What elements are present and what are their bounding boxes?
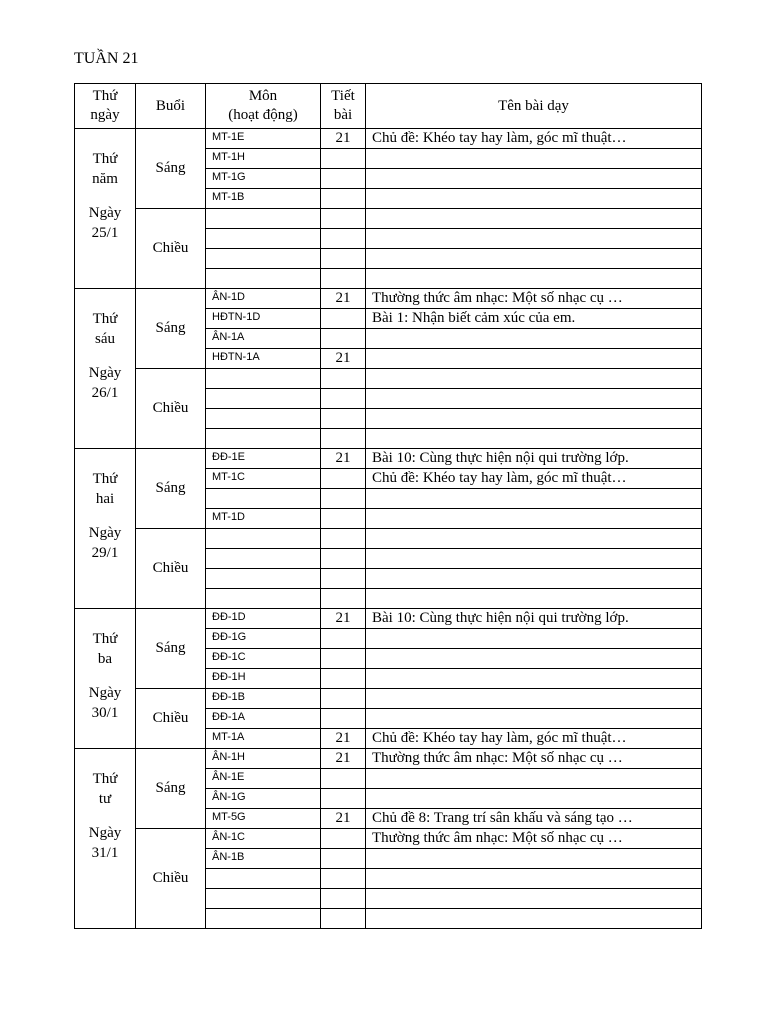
lesson-title-cell [366,849,702,869]
subject-cell: ĐĐ-1B [206,689,321,709]
lesson-number-cell: 21 [321,349,366,369]
lesson-title-cell [366,349,702,369]
lesson-title-cell: Chủ đề: Khéo tay hay làm, góc mĩ thuật… [366,469,702,489]
date-value: 31/1 [91,845,119,861]
subject-cell [206,269,321,289]
lesson-number-cell [321,189,366,209]
session-cell: Chiều [136,209,206,289]
subject-cell: MT-1A [206,729,321,749]
lesson-title-cell [366,909,702,929]
subject-cell: MT-1E [206,129,321,149]
subject-cell: ÂN-1C [206,829,321,849]
session-cell: Chiều [136,529,206,609]
lesson-title-cell [366,369,702,389]
subject-cell: MT-1C [206,469,321,489]
table-row [75,209,702,229]
lesson-number-cell [321,229,366,249]
table-row [75,289,702,309]
subject-cell: MT-1G [206,169,321,189]
lesson-number-cell [321,829,366,849]
subject-cell: ĐĐ-1E [206,449,321,469]
lesson-number-cell [321,529,366,549]
header-row [75,84,702,129]
lesson-title-cell: Bài 1: Nhận biết cảm xúc của em. [366,309,702,329]
header-ten-bai: Tên bài dạy [366,84,702,129]
table-row [75,369,702,389]
subject-cell [206,589,321,609]
lesson-number-cell [321,849,366,869]
schedule-table [74,83,702,929]
lesson-title-cell [366,689,702,709]
subject-cell: ĐĐ-1D [206,609,321,629]
subject-cell [206,429,321,449]
subject-cell: ÂN-1E [206,769,321,789]
lesson-number-cell [321,469,366,489]
day-cell [75,609,136,749]
session-cell: Sáng [136,449,206,529]
schedule-body [75,129,702,929]
lesson-number-cell [321,709,366,729]
lesson-number-cell [321,429,366,449]
date-label: Ngày [88,685,122,701]
lesson-title-cell [366,249,702,269]
day-name: tư [98,791,112,807]
lesson-number-cell: 21 [321,729,366,749]
lesson-title-cell [366,709,702,729]
lesson-number-cell [321,489,366,509]
lesson-title-cell [366,429,702,449]
lesson-number-cell [321,769,366,789]
lesson-title-cell [366,509,702,529]
lesson-title-cell: Bài 10: Cùng thực hiện nội qui trường lớp. [366,449,702,469]
day-name: Thứ [92,471,118,487]
lesson-number-cell [321,689,366,709]
lesson-title-cell [366,549,702,569]
lesson-number-cell: 21 [321,749,366,769]
date-label: Ngày [88,365,122,381]
session-cell: Sáng [136,749,206,829]
date-label: Ngày [88,825,122,841]
lesson-title-cell [366,769,702,789]
lesson-title-cell: Chủ đề: Khéo tay hay làm, góc mĩ thuật… [366,729,702,749]
lesson-title-cell [366,149,702,169]
lesson-title-cell [366,789,702,809]
lesson-title-cell: Thường thức âm nhạc: Một số nhạc cụ … [366,829,702,849]
page-title: TUẦN 21 [74,50,139,67]
lesson-number-cell [321,509,366,529]
lesson-title-cell [366,209,702,229]
lesson-title-cell [366,569,702,589]
day-name: Thứ [92,311,118,327]
date-label: Ngày [88,525,122,541]
day-cell [75,289,136,449]
subject-cell: ĐĐ-1G [206,629,321,649]
date-value: 30/1 [91,705,119,721]
day-cell [75,449,136,609]
lesson-number-cell [321,149,366,169]
session-cell: Sáng [136,289,206,369]
lesson-number-cell [321,309,366,329]
spacer [75,509,135,523]
session-cell: Chiều [136,369,206,449]
subject-cell: MT-1D [206,509,321,529]
spacer [75,189,135,203]
session-cell: Chiều [136,689,206,749]
lesson-title-cell [366,389,702,409]
lesson-number-cell [321,869,366,889]
date-value: 29/1 [91,545,119,561]
subject-cell: MT-5G [206,809,321,829]
lesson-number-cell [321,389,366,409]
lesson-title-cell [366,629,702,649]
lesson-title-cell [366,269,702,289]
lesson-title-cell: Chủ đề: Khéo tay hay làm, góc mĩ thuật… [366,129,702,149]
subject-cell: HĐTN-1A [206,349,321,369]
lesson-number-cell [321,209,366,229]
lesson-number-cell: 21 [321,449,366,469]
table-row [75,449,702,469]
day-name: hai [95,491,115,507]
subject-cell [206,549,321,569]
subject-cell: ÂN-1B [206,849,321,869]
day-name: sáu [95,331,115,347]
lesson-number-cell [321,569,366,589]
subject-cell [206,529,321,549]
lesson-title-cell: Bài 10: Cùng thực hiện nội qui trường lớp. [366,609,702,629]
subject-cell [206,249,321,269]
table-row [75,749,702,769]
lesson-number-cell [321,249,366,269]
date-value: 26/1 [91,385,119,401]
lesson-number-cell [321,269,366,289]
date-label: Ngày [88,205,122,221]
lesson-title-cell [366,889,702,909]
header-thu-ngay: Thứ ngày [75,84,136,129]
lesson-title-cell [366,529,702,549]
table-row [75,829,702,849]
day-name: Thứ [92,771,118,787]
lesson-number-cell [321,549,366,569]
lesson-number-cell [321,649,366,669]
subject-cell: HĐTN-1D [206,309,321,329]
subject-cell [206,489,321,509]
subject-cell [206,389,321,409]
lesson-number-cell [321,169,366,189]
subject-cell: MT-1H [206,149,321,169]
lesson-title-cell [366,649,702,669]
day-name: Thứ [92,631,118,647]
lesson-number-cell [321,369,366,389]
subject-cell [206,869,321,889]
lesson-title-cell [366,329,702,349]
subject-cell [206,209,321,229]
date-value: 25/1 [91,225,119,241]
subject-cell: ĐĐ-1C [206,649,321,669]
subject-cell: ĐĐ-1H [206,669,321,689]
table-row [75,129,702,149]
day-name: ba [97,651,113,667]
day-name: năm [92,171,118,187]
table-row [75,689,702,709]
lesson-number-cell: 21 [321,609,366,629]
subject-cell: ÂN-1A [206,329,321,349]
subject-cell [206,229,321,249]
spacer [75,669,135,683]
lesson-title-cell [366,869,702,889]
header-tiet: Tiết bài [321,84,366,129]
lesson-title-cell [366,229,702,249]
subject-cell: ÂN-1G [206,789,321,809]
lesson-number-cell [321,409,366,429]
subject-cell [206,909,321,929]
header-buoi: Buổi [136,84,206,129]
lesson-title-cell [366,169,702,189]
lesson-number-cell [321,329,366,349]
session-cell: Sáng [136,609,206,689]
subject-cell: MT-1B [206,189,321,209]
day-name: Thứ [92,151,118,167]
lesson-title-cell [366,189,702,209]
lesson-number-cell: 21 [321,809,366,829]
subject-cell [206,569,321,589]
session-cell: Sáng [136,129,206,209]
lesson-title-cell [366,409,702,429]
day-cell [75,129,136,289]
session-cell: Chiều [136,829,206,929]
lesson-number-cell [321,789,366,809]
lesson-number-cell [321,909,366,929]
table-row [75,529,702,549]
spacer [75,809,135,823]
subject-cell: ÂN-1H [206,749,321,769]
lesson-number-cell [321,629,366,649]
lesson-number-cell [321,669,366,689]
table-row [75,609,702,629]
header-mon: Môn (hoạt động) [206,84,321,129]
lesson-title-cell [366,669,702,689]
lesson-number-cell: 21 [321,289,366,309]
subject-cell [206,889,321,909]
subject-cell: ÂN-1D [206,289,321,309]
subject-cell [206,369,321,389]
spacer [75,349,135,363]
lesson-title-cell [366,489,702,509]
lesson-number-cell: 21 [321,129,366,149]
subject-cell: ĐĐ-1A [206,709,321,729]
subject-cell [206,409,321,429]
lesson-title-cell [366,589,702,609]
lesson-title-cell: Chủ đề 8: Trang trí sân khấu và sáng tạo … [366,809,702,829]
lesson-title-cell: Thường thức âm nhạc: Một số nhạc cụ … [366,749,702,769]
lesson-number-cell [321,889,366,909]
day-cell [75,749,136,929]
lesson-number-cell [321,589,366,609]
lesson-title-cell: Thường thức âm nhạc: Một số nhạc cụ … [366,289,702,309]
